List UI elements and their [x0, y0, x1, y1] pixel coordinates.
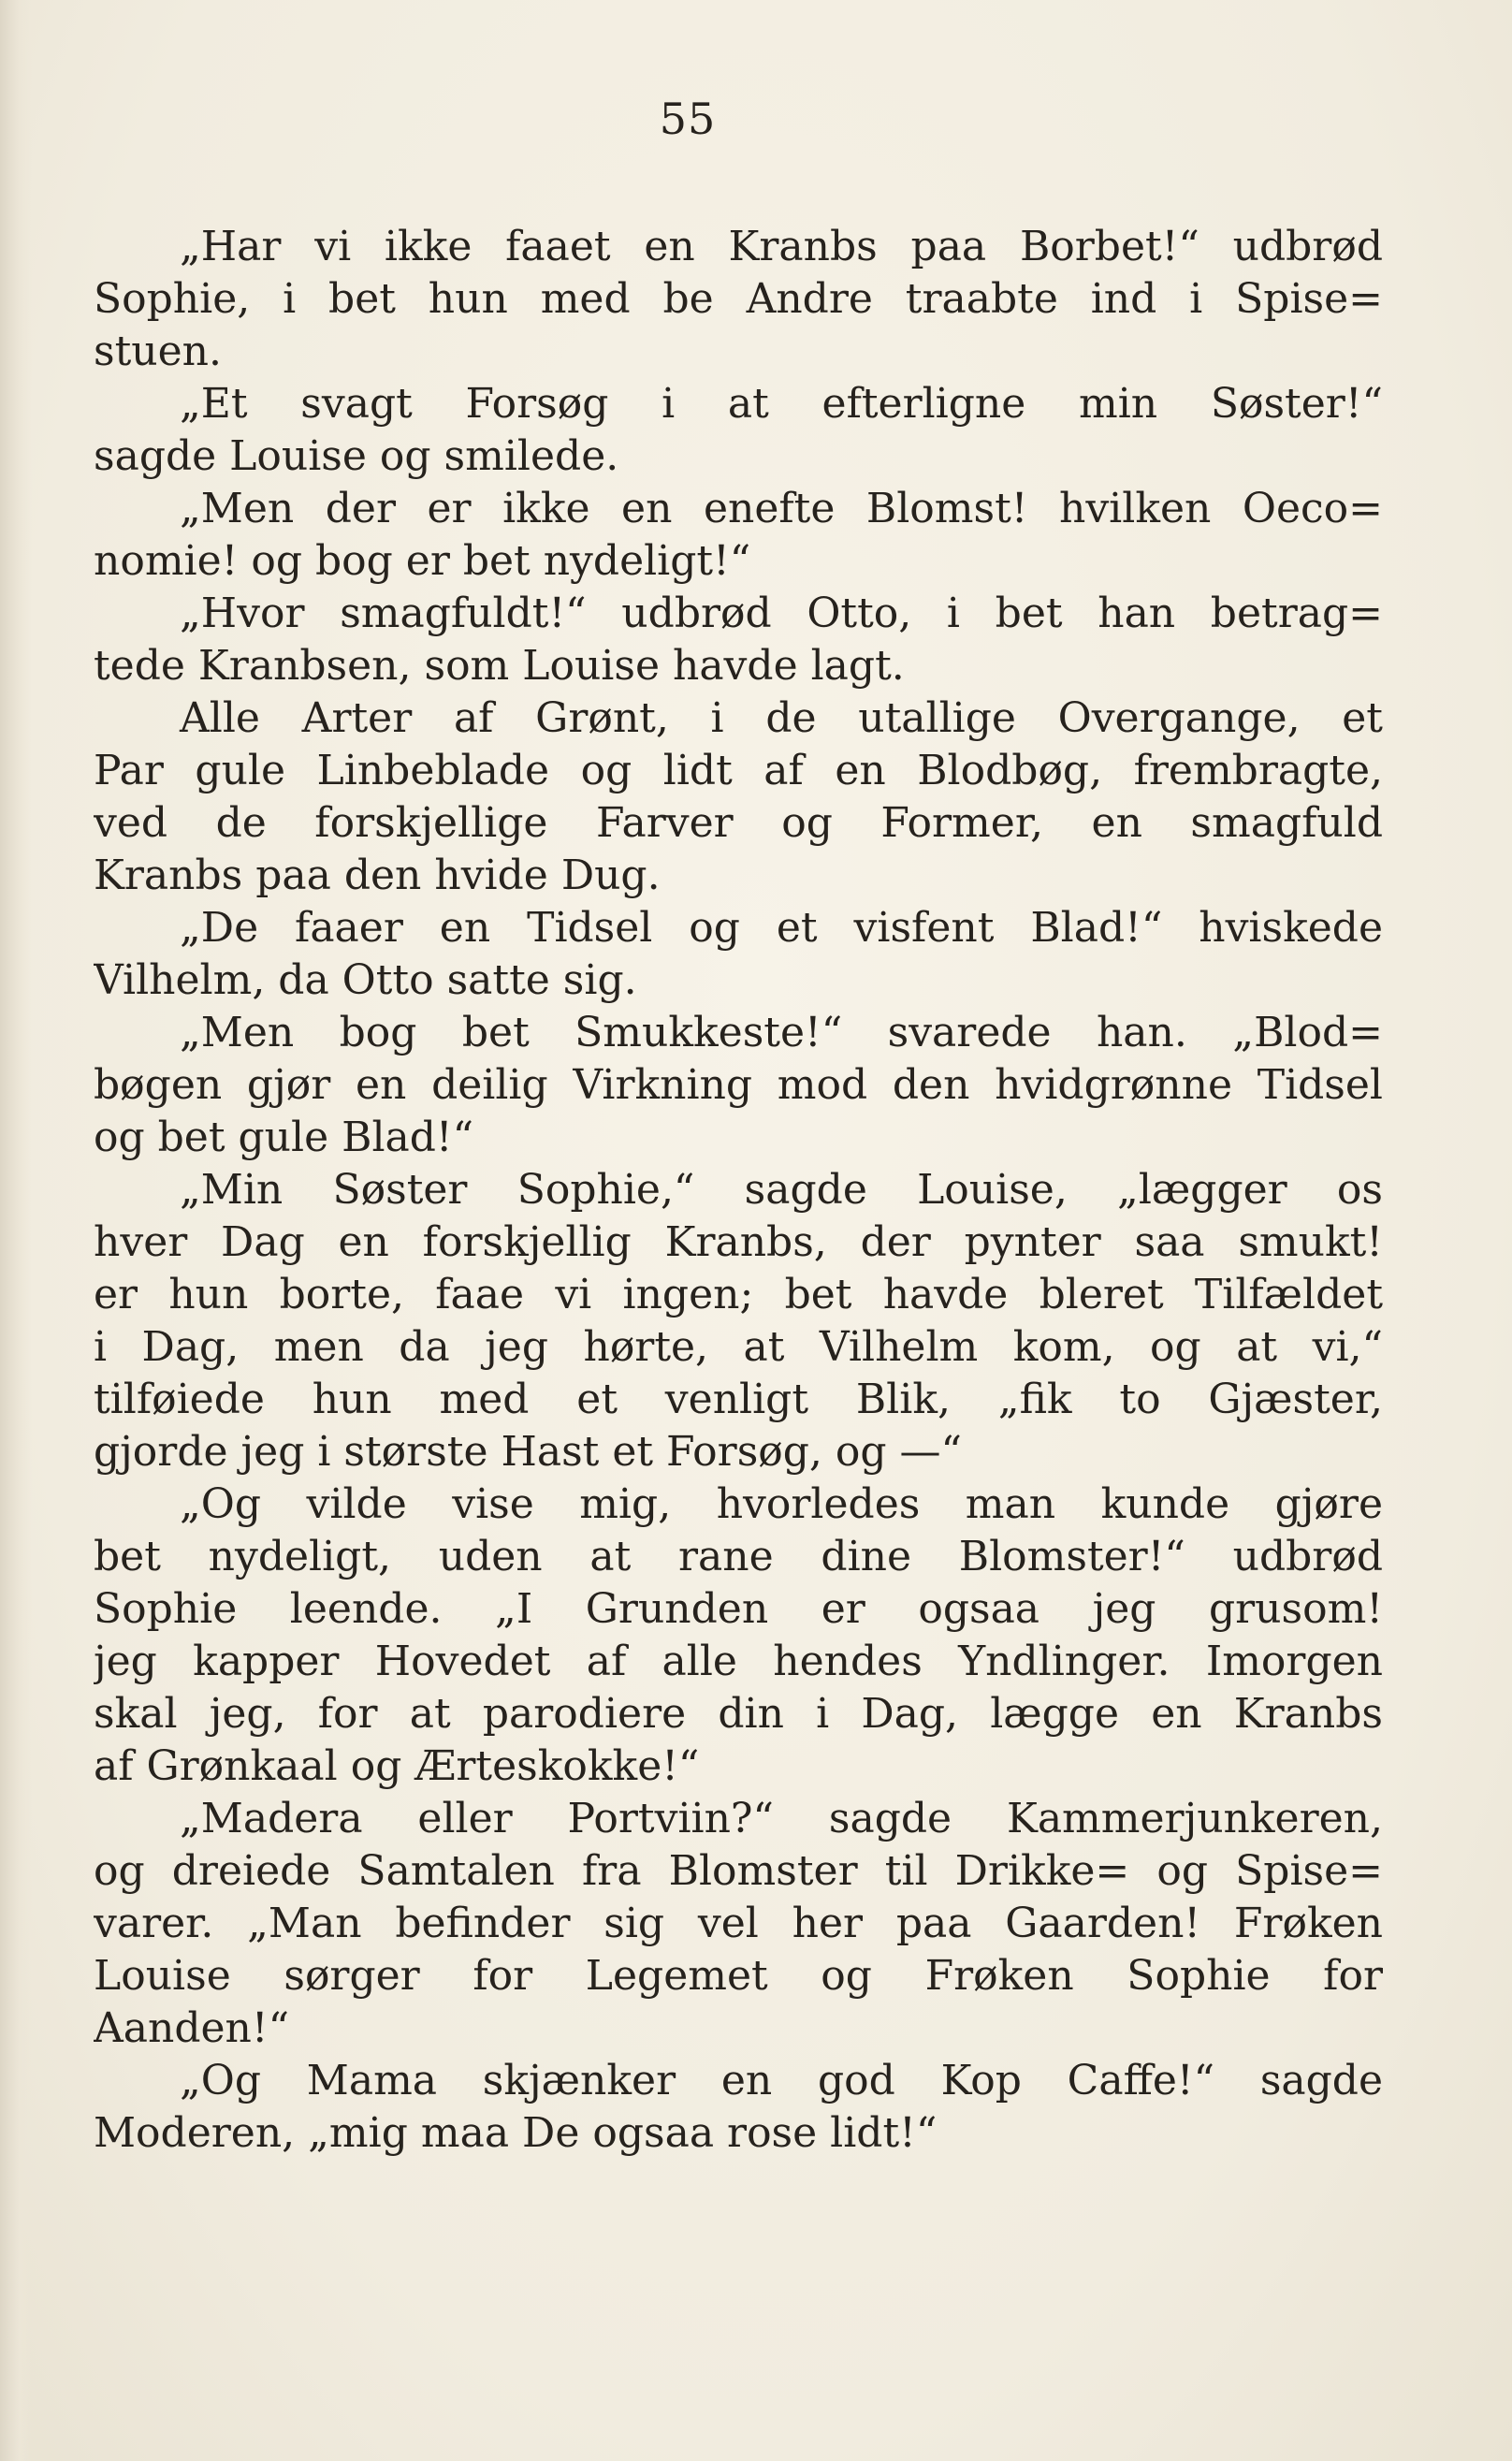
text-line: „Madera eller Portviin?“ sagde Kammerjunkeren,: [180, 1795, 1383, 1842]
text-line: gjorde jeg i største Hast et Forsøg, og —“: [94, 1428, 963, 1476]
page-number: 55: [659, 94, 717, 144]
text-line: jeg kapper Hovedet af alle hendes Yndlinger. Imorgen: [94, 1638, 1383, 1685]
text-line: „Og Mama skjænker en god Kop Caffe!“ sagde: [180, 2057, 1383, 2104]
text-line: i Dag, men da jeg hørte, at Vilhelm kom, og at vi,“: [94, 1323, 1383, 1371]
text-line: sagde Louise og smilede.: [94, 432, 619, 480]
text-line: Aanden!“: [94, 2004, 290, 2052]
text-line: „Og vilde vise mig, hvorledes man kunde gjøre: [180, 1480, 1383, 1528]
text-line: Kranbs paa den hvide Dug.: [94, 852, 661, 899]
body-text: [94, 221, 1383, 2160]
text-line: varer. „Man befinder sig vel her paa Gaarden! Frøken: [94, 1900, 1383, 1947]
text-line: er hun borte, faae vi ingen; bet havde bleret Tilfældet: [94, 1271, 1383, 1318]
text-line: Moderen, „mig maa De ogsaa rose lidt!“: [94, 2109, 938, 2157]
text-line: af Grønkaal og Ærteskokke!“: [94, 1742, 700, 1790]
text-line: Sophie leende. „I Grunden er ogsaa jeg grusom!: [94, 1585, 1383, 1633]
text-line: „Et svagt Forsøg i at efterligne min Søster!“: [180, 380, 1383, 428]
page-gutter-shadow: [0, 0, 32, 2461]
text-line: Alle Arter af Grønt, i de utallige Overgange, et: [180, 694, 1383, 742]
text-line: Par gule Linbeblade og lidt af en Blodbøg, frembragte,: [94, 747, 1383, 794]
text-line: og dreiede Samtalen fra Blomster til Drikke= og Spise=: [94, 1847, 1383, 1895]
text-line: Louise sørger for Legemet og Frøken Sophie for: [94, 1952, 1383, 2000]
text-line: bet nydeligt, uden at rane dine Blomster!“ udbrød: [94, 1533, 1383, 1580]
text-line: „Men der er ikke en enefte Blomst! hvilken Oeco=: [180, 485, 1383, 532]
text-line: nomie! og bog er bet nydeligt!“: [94, 537, 751, 585]
text-line: „Hvor smagfuldt!“ udbrød Otto, i bet han betrag=: [180, 590, 1383, 637]
text-line: Vilhelm, da Otto satte sig.: [94, 956, 637, 1004]
text-line: „Har vi ikke faaet en Kranbs paa Borbet!“ udbrød: [180, 223, 1383, 270]
text-line: „Min Søster Sophie,“ sagde Louise, „lægger os: [180, 1166, 1383, 1214]
text-line: hver Dag en forskjellig Kranbs, der pynter saa smukt!: [94, 1218, 1383, 1266]
text-line: bøgen gjør en deilig Virkning mod den hvidgrønne Tidsel: [94, 1061, 1383, 1109]
text-line: og bet gule Blad!“: [94, 1114, 474, 1161]
text-line: stuen.: [94, 328, 222, 375]
text-line: tede Kranbsen, som Louise havde lagt.: [94, 642, 905, 690]
text-line: skal jeg, for at parodiere din i Dag, lægge en Kranbs: [94, 1690, 1383, 1738]
text-line: „De faaer en Tidsel og et visfent Blad!“ hviskede: [180, 904, 1383, 952]
text-line: „Men bog bet Smukkeste!“ svarede han. „Blod=: [180, 1009, 1383, 1056]
text-line: tilføiede hun med et venligt Blik, „fik to Gjæster,: [94, 1376, 1383, 1423]
text-line: Sophie, i bet hun med be Andre traabte ind i Spise=: [94, 275, 1383, 323]
text-line: ved de forskjellige Farver og Former, en smagfuld: [94, 799, 1383, 847]
